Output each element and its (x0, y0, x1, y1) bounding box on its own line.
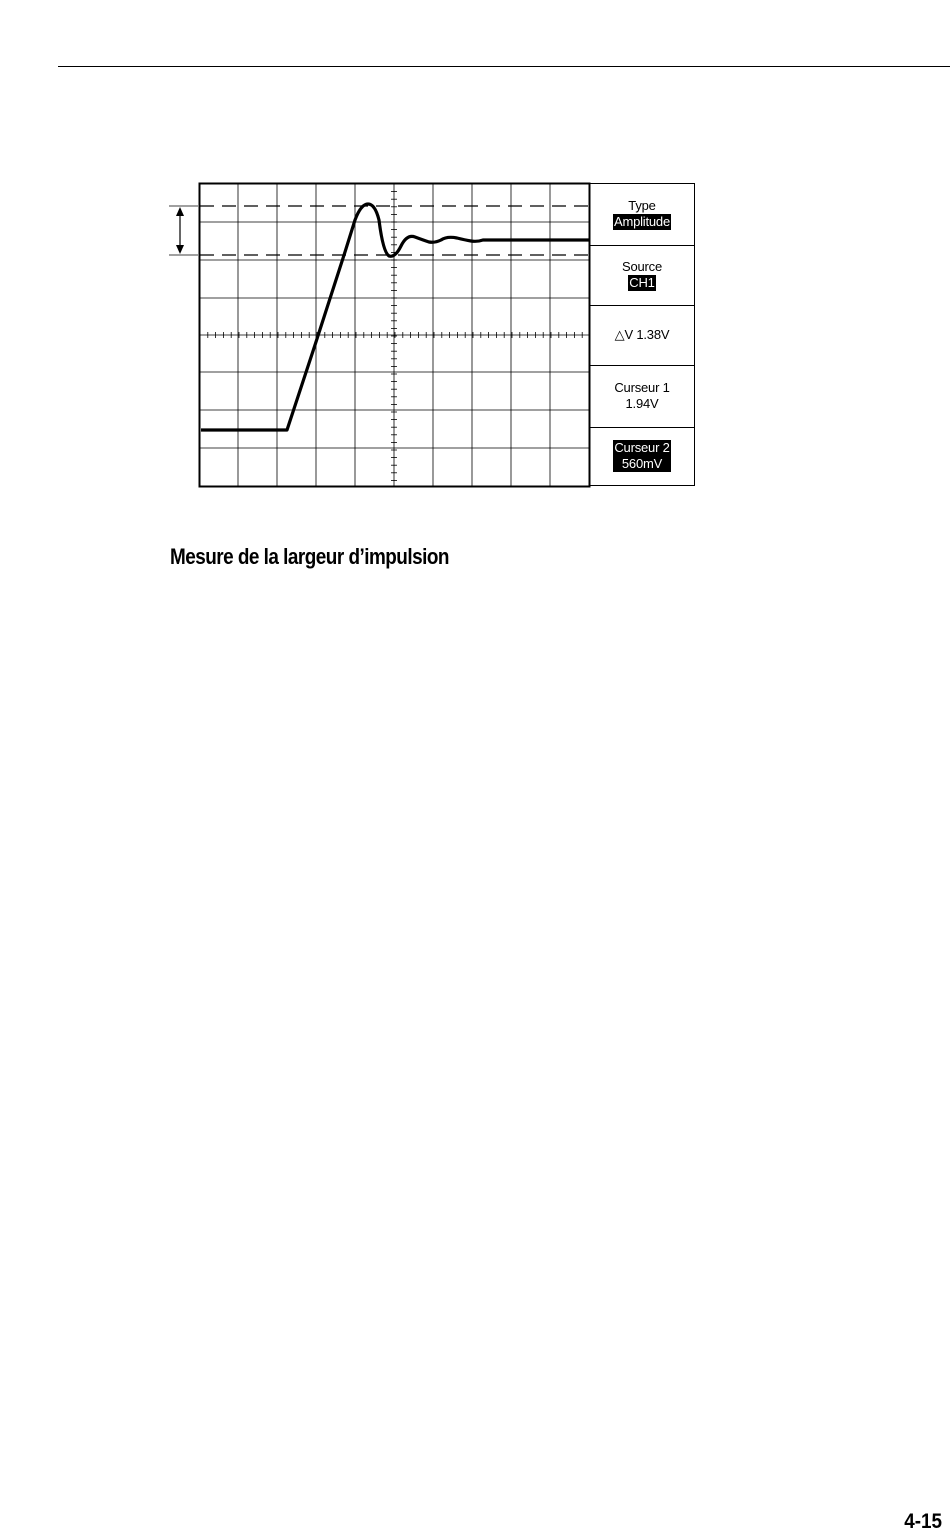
delta-arrow-icon (176, 207, 184, 254)
source-menu-item[interactable] (590, 259, 694, 291)
menu-divider (590, 427, 694, 428)
cursor-2-menu-item[interactable] (590, 440, 694, 472)
cursor-2-selected (613, 440, 670, 472)
menu-divider (590, 245, 694, 246)
menu-divider (590, 365, 694, 366)
cursor-1-value: 1.94V (625, 396, 659, 411)
measure-side-menu (590, 183, 695, 486)
cursor-1-label: Curseur 1 (614, 380, 670, 395)
menu-divider (590, 305, 694, 306)
source-label: Source (622, 259, 662, 274)
section-heading: Mesure de la largeur d’impulsion (170, 544, 449, 569)
oscilloscope-screen (165, 180, 595, 490)
delta-v-readout (590, 327, 694, 343)
cursor-2-label: Curseur 2 (614, 440, 670, 455)
delta-v-value: △V 1.38V (614, 327, 670, 342)
cursor-1-menu-item[interactable] (590, 380, 694, 412)
page-number: 4-15 (904, 1510, 942, 1533)
type-value: Amplitude (613, 214, 670, 229)
cursor-2-value: 560mV (621, 456, 663, 471)
source-value: CH1 (629, 275, 655, 290)
type-label: Type (628, 198, 656, 213)
type-menu-item[interactable] (590, 198, 694, 230)
waveform-trace (201, 204, 589, 430)
header-rule (58, 66, 950, 67)
oscilloscope-figure (165, 180, 700, 490)
axis-ticks (200, 184, 582, 480)
